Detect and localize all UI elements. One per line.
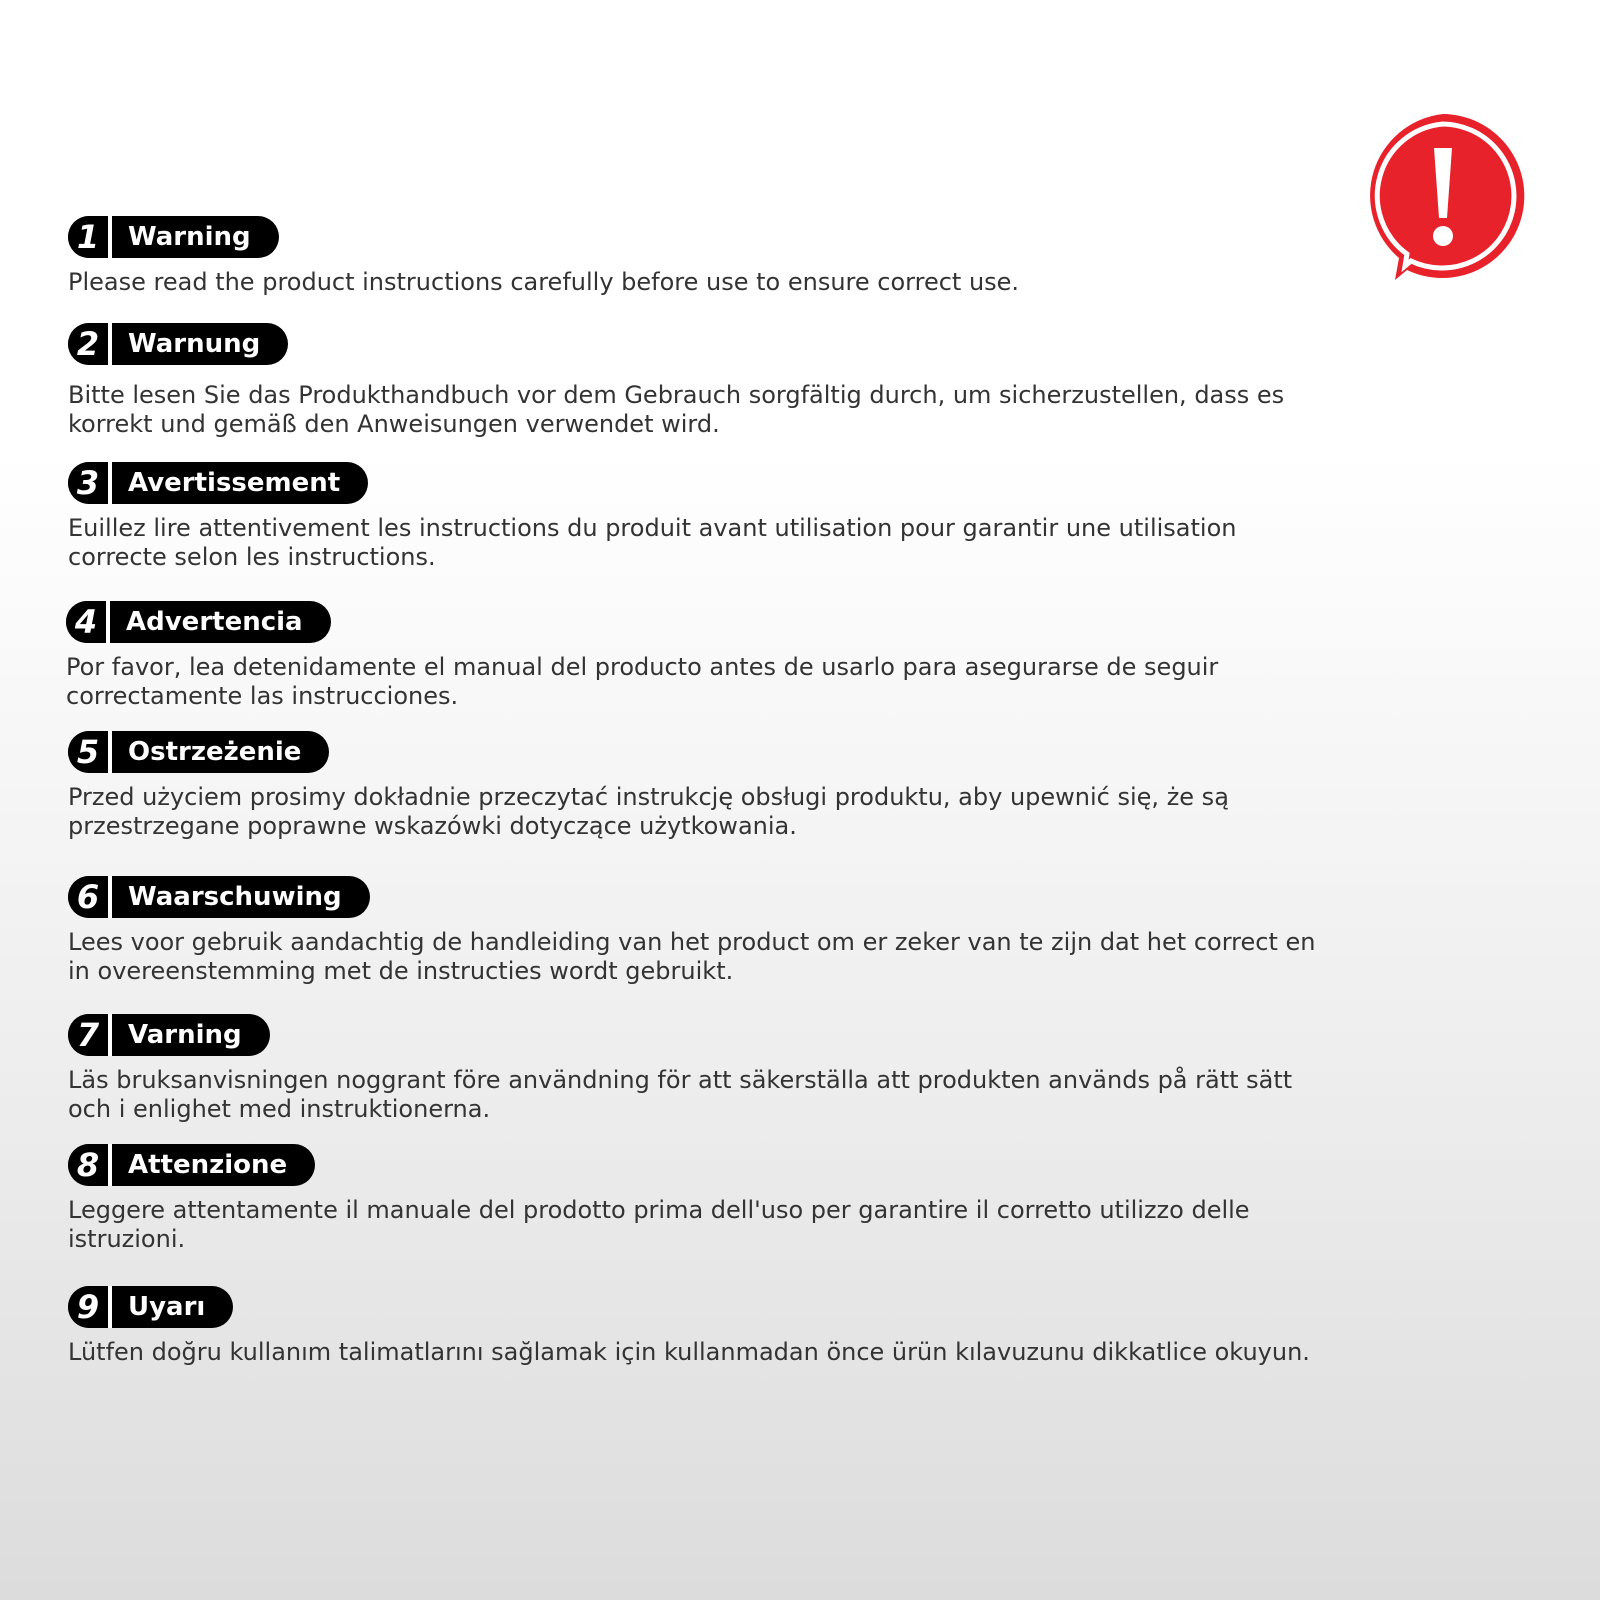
- section-7: [68, 1014, 1328, 1124]
- section-text: Please read the product instructions carefully before use to ensure correct use.: [68, 268, 1020, 296]
- section-text: Przed użyciem prosimy dokładnie przeczytać instrukcję obsługi produktu, aby upewnić się, że są przestrzegane poprawne wskazówki dotyczące użytkowania.: [68, 783, 1229, 840]
- section-3: [68, 462, 1328, 572]
- section-1: [68, 216, 1328, 297]
- section-number: 9: [68, 1286, 108, 1328]
- section-text: Euillez lire attentivement les instructions du produit avant utilisation pour garantir une utilisation correcte selon les instructions.: [68, 514, 1237, 571]
- section-number: 5: [68, 731, 108, 773]
- section-title: Uyarı: [128, 1292, 206, 1322]
- section-8: [68, 1144, 1328, 1254]
- section-text: Leggere attentamente il manuale del prodotto prima dell'uso per garantire il corretto utilizzo delle istruzioni.: [68, 1196, 1250, 1253]
- section-badge: [68, 216, 279, 258]
- section-title: Avertissement: [128, 468, 341, 498]
- section-text: Por favor, lea detenidamente el manual del producto antes de usarlo para asegurarse de seguir correctamente las instrucciones.: [66, 653, 1219, 710]
- section-badge: [68, 1286, 233, 1328]
- section-badge: [68, 876, 370, 918]
- section-text: Bitte lesen Sie das Produkthandbuch vor dem Gebrauch sorgfältig durch, um sicherzustellen, dass es korrekt und gemäß den Anweisungen verwendet wird.: [68, 381, 1285, 438]
- section-badge: [68, 323, 288, 365]
- section-number: 3: [68, 462, 108, 504]
- section-badge: [66, 601, 331, 643]
- section-title: Warning: [128, 222, 251, 252]
- section-title: Warnung: [128, 329, 261, 359]
- exclamation-speech-bubble-icon: [1355, 108, 1531, 284]
- section-title: Ostrzeżenie: [128, 737, 302, 767]
- section-6: [68, 876, 1328, 986]
- section-title: Waarschuwing: [128, 882, 342, 912]
- section-2: [68, 323, 1328, 439]
- section-text: Läs bruksanvisningen noggrant före användning för att säkerställa att produkten används på rätt sätt och i enlighet med instruktionerna.: [68, 1066, 1293, 1123]
- section-number: 4: [66, 601, 106, 643]
- section-number: 6: [68, 876, 108, 918]
- section-text: Lees voor gebruik aandachtig de handleiding van het product om er zeker van te zijn dat het correct en in overeenstemming met de instructies wordt gebruikt.: [68, 928, 1316, 985]
- section-badge: [68, 1144, 315, 1186]
- section-title: Varning: [128, 1020, 242, 1050]
- section-number: 7: [68, 1014, 108, 1056]
- section-4: [66, 601, 1326, 711]
- section-text: Lütfen doğru kullanım talimatlarını sağlamak için kullanmadan önce ürün kılavuzunu dikkatlice okuyun.: [68, 1338, 1310, 1366]
- section-5: [68, 731, 1328, 841]
- section-badge: [68, 731, 329, 773]
- section-title: Attenzione: [128, 1150, 288, 1180]
- section-badge: [68, 1014, 270, 1056]
- section-number: 2: [68, 323, 108, 365]
- section-title: Advertencia: [126, 607, 303, 637]
- section-number: 8: [68, 1144, 108, 1186]
- section-9: [68, 1286, 1328, 1367]
- section-number: 1: [68, 216, 108, 258]
- section-badge: [68, 462, 368, 504]
